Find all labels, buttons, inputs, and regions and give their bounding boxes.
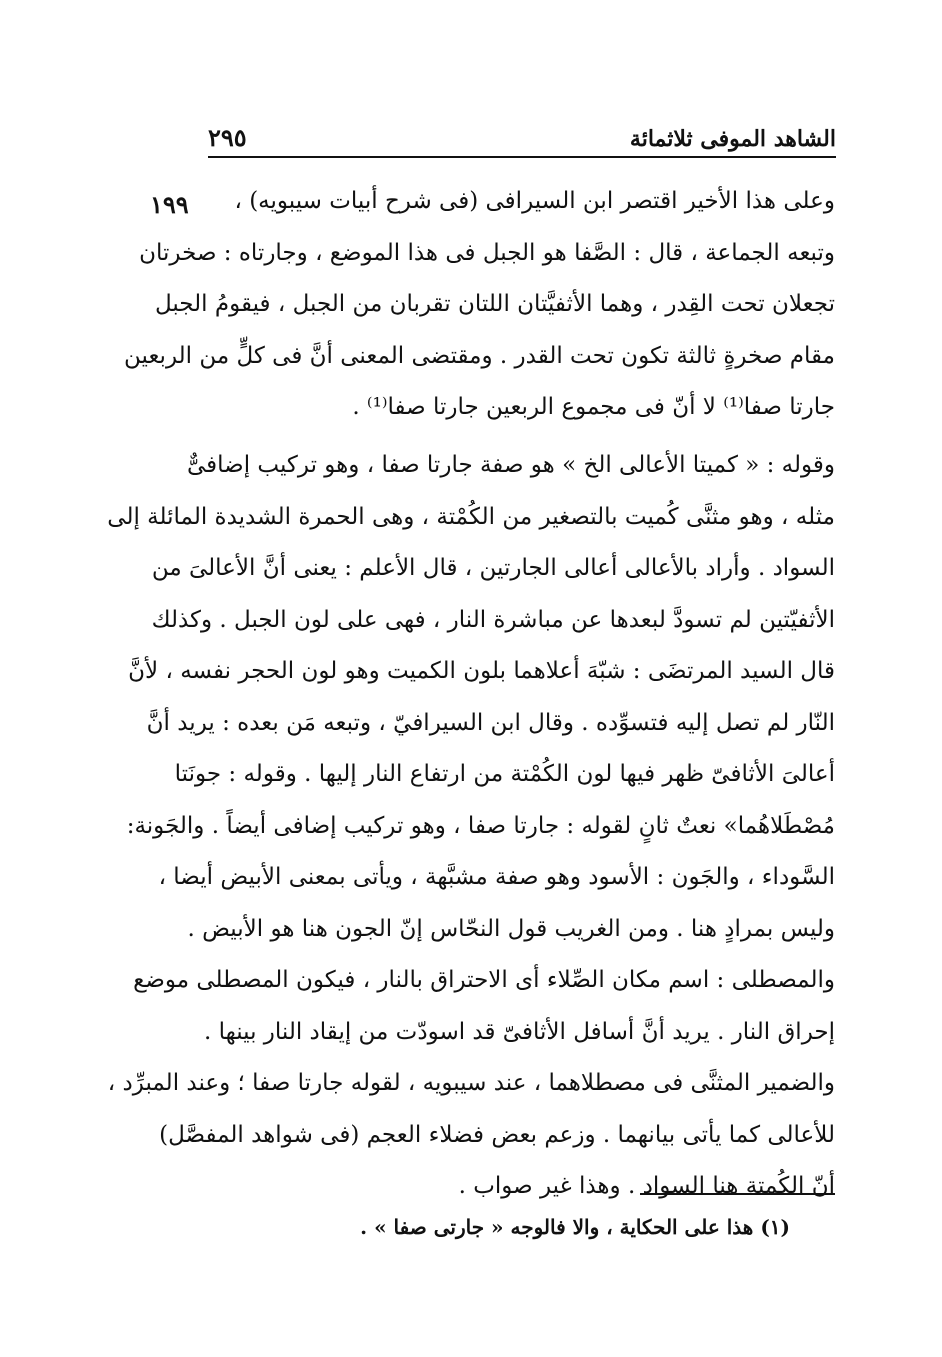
text-line: الأثفيّتين لم تسودَّ لبعدها عن مباشرة النار ، فهى على لون الجبل . وكذلك: [151, 606, 835, 633]
running-title: الشاهد الموفى ثلاثمائة: [629, 126, 836, 152]
text-line: النّار لم تصل إليه فتسوِّده . وقال ابن السيرافيّ ، وتبعه مَن بعده : يريد أنَّ: [146, 709, 835, 736]
text-line: مثله ، وهو مثنَّى كُميت بالتصغير من الكُمْتة ، وهى الحمرة الشديدة المائلة إلى: [107, 503, 835, 530]
text-line: السواد . وأراد بالأعالى أعالى الجارتين ، قال الأعلم : يعنى أنَّ الأعالىَ من: [151, 555, 835, 581]
text-line: جارتا صفا⁽¹⁾ لا أنّ فى مجموع الربعين جارتا صفا⁽¹⁾ .: [352, 394, 835, 420]
text-line: وليس بمرادٍ هنا . ومن الغريب قول النحّاس إنّ الجون هنا هو الأبيض .: [187, 915, 835, 942]
page-number: ٢٩٥: [208, 123, 247, 152]
text-line: قال السيد المرتضَى : شبّهَ أعلاهما بلون الكميت وهو لون الحجر نفسه ، لأنَّ: [128, 658, 835, 684]
text-line: وتبعه الجماعة ، قال : الصَّفا هو الجبل فى هذا الموضع ، وجارتاه : صخرتان: [139, 239, 835, 266]
footnote-divider: [640, 1193, 835, 1195]
text-line: للأعالى كما يأتى بيانهما . وزعم بعض فضلاء العجم (فى شواهد المفصَّل): [159, 1121, 835, 1148]
text-line: أنّ الكُمتة هنا السواد . وهذا غير صواب .: [458, 1173, 835, 1199]
text-line: مُصْطَلاهُما» نعتٌ ثانٍ لقوله : جارتا صفا ، وهو تركيب إضافى أيضاً . والجَونة:: [126, 812, 835, 839]
text-line: إحراق النار . يريد أنَّ أسافل الأثافىّ قد اسودّت من إيقاد النار بينها .: [203, 1018, 835, 1045]
verse-number: ١٩٩: [150, 190, 189, 219]
text-line: وعلى هذا الأخير اقتصر ابن السيرافى (فى شرح أبيات سيبويه) ،: [234, 188, 835, 214]
text-line: وقوله : « كميتا الأعالى الخ » هو صفة جارتا صفا ، وهو تركيب إضافىٌّ: [187, 452, 835, 478]
text-line: والمصطلى : اسم مكان الصِّلاء أى الاحتراق بالنار ، فيكون المصطلى موضع: [133, 967, 835, 993]
text-line: أعالىَ الأثافىّ ظهر فيها لون الكُمْتة من ارتفاع النار إليها . وقوله : جونَتا: [174, 761, 835, 787]
text-line: تجعلان تحت القِدر ، وهما الأثفيَّتان اللتان تقربان من الجبل ، فيقومُ الجبل: [154, 291, 835, 317]
page-header: [208, 112, 836, 158]
text-line: والضمير المثنَّى فى مصطلاهما ، عند سيبويه ، لقوله جارتا صفا ؛ وعند المبرِّد ،: [107, 1070, 835, 1096]
text-line: مقام صخرةٍ ثالثة تكون تحت القدر . ومقتضى المعنى أنَّ فى كلٍّ من الربعين: [124, 342, 835, 369]
text-line: السَّوداء ، والجَون : الأسود وهو صفة مشبَّهة ، ويأتى بمعنى الأبيض أيضا ،: [158, 864, 835, 890]
paragraph-2: [107, 440, 835, 1213]
footnote: (١) هذا على الحكاية ، والا فالوجه « جارتى صفا » .: [360, 1215, 790, 1239]
